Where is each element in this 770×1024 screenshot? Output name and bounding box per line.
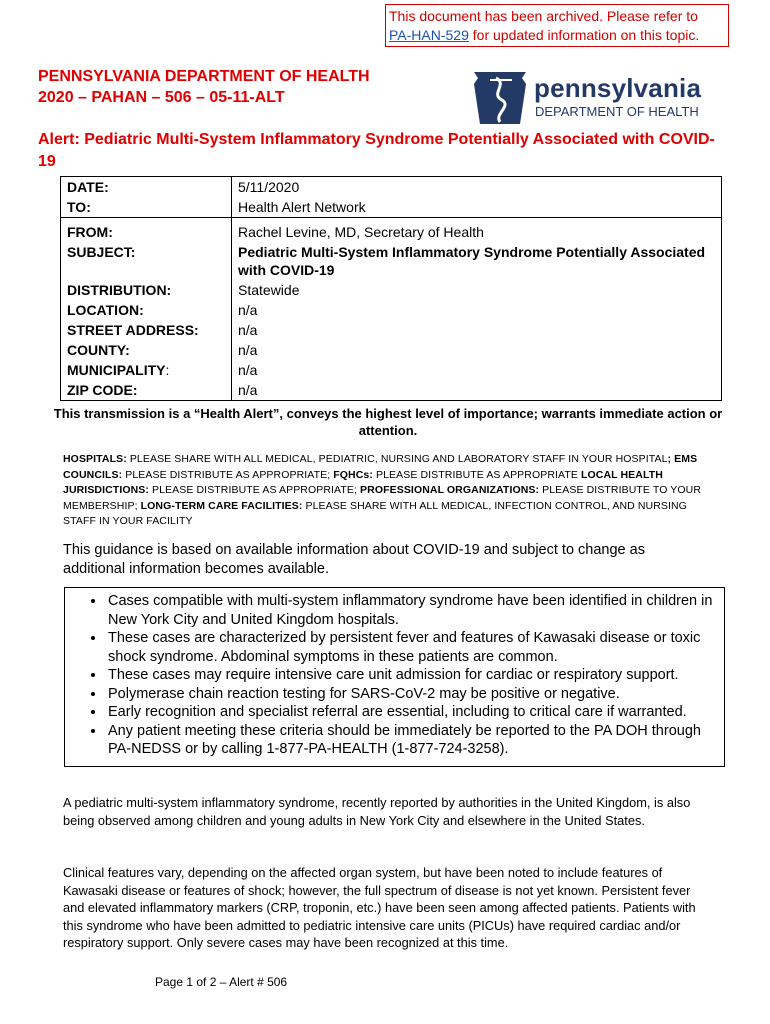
from-value: Rachel Levine, MD, Secretary of Health (238, 224, 484, 240)
list-item: • Polymerase chain reaction testing for SARS-CoV-2 may be positive or negative. (106, 685, 724, 704)
to-value: Health Alert Network (232, 197, 722, 218)
county-label: COUNTY: (61, 340, 232, 360)
prof-org-label: PROFESSIONAL ORGANIZATIONS: (360, 484, 540, 496)
alert-title: Alert: Pediatric Multi-System Inflammatory Syndrome Potentially Associated with COVID-19 (38, 131, 715, 170)
street-address-value: n/a (238, 322, 258, 338)
zip-code-label: ZIP CODE: (61, 380, 232, 401)
logo-subtitle: DEPARTMENT OF HEALTH (535, 104, 699, 119)
hospitals-text: PLEASE SHARE WITH ALL MEDICAL, PEDIATRIC, NURSING AND LABORATORY STAFF IN YOUR HOSPITAL (126, 453, 668, 465)
list-item: • These cases may require intensive care unit admission for cardiac or respiratory support. (106, 666, 724, 685)
archive-line2: for updated information on this topic. (468, 27, 700, 43)
ems-label: ; EMS COUNCILS: (63, 453, 698, 481)
logo-wordmark: pennsylvania (534, 73, 702, 103)
ems-text: PLEASE DISTRIBUTE AS APPROPRIATE; (122, 468, 334, 481)
location-label: LOCATION: (61, 300, 232, 320)
date-value: 5/11/2020 (238, 179, 300, 195)
zip-code-value: n/a (238, 382, 258, 398)
department-name: PENNSYLVANIA DEPARTMENT OF HEALTH (38, 68, 370, 85)
list-item: • Any patient meeting these criteria should be immediately be reported to the PA DOH through PA-NEDSS or by calling 1-877-PA-HEALTH (1-877-724-3258). (106, 722, 724, 759)
distribution-value: Statewide (238, 282, 300, 298)
ltc-text: PLEASE SHARE WITH ALL MEDICAL, INFECTION CONTROL, AND NURSING STAFF IN YOUR FACILITY (63, 499, 687, 527)
location-value: n/a (238, 302, 258, 318)
distribution-label: DISTRIBUTION: (61, 280, 232, 300)
transmission-notice: This transmission is a “Health Alert”, conveys the highest level of importance; warrants immediate action or attention. (53, 406, 723, 438)
lhj-label: LOCAL HEALTH JURISDICTIONS: (63, 468, 663, 496)
paragraph-clinical-features: Clinical features vary, depending on the affected organ system, but have been noted to include features of Kawasaki disease or features of shock; however, the full spectrum of disease is not yet known. Persistent fever and elevated inflammatory markers (CRP, troponin, etc.) have been seen among affected patients. Patients with this syndrome who have been admitted to pediatric intensive care units (PICUs) have required cardiac and/or respiratory support. Only severe cases may have been recognized at this time. (63, 865, 696, 950)
page-footer: Page 1 of 2 – Alert # 506 (155, 975, 288, 989)
ltc-label: LONG-TERM CARE FACILITIES: (140, 499, 303, 512)
subject-label: SUBJECT: (61, 242, 232, 280)
street-address-label: STREET ADDRESS: (61, 320, 232, 340)
key-points-list (65, 592, 724, 759)
paragraph-uk-observation: A pediatric multi-system inflammatory syndrome, recently reported by authorities in the United Kingdom, is also being observed among children and young adults in New York City and elsewhere in the United States. (63, 795, 691, 828)
pa-han-529-link[interactable]: PA-HAN-529 (389, 27, 469, 43)
subject-value: Pediatric Multi-System Inflammatory Syndrome Potentially Associated with COVID-19 (238, 244, 706, 278)
municipality-colon: : (165, 362, 170, 378)
municipality-value: n/a (238, 362, 258, 378)
list-item: • These cases are characterized by persistent fever and features of Kawasaki disease or toxic shock syndrome. Abdominal symptoms in these patients are common. (106, 629, 724, 666)
hospitals-label: HOSPITALS: (63, 453, 127, 465)
prof-org-text: PLEASE DISTRIBUTE TO YOUR MEMBERSHIP; (63, 484, 702, 512)
fqhc-label: FQHCs: (333, 468, 373, 481)
county-value: n/a (238, 342, 258, 358)
from-label: FROM: (61, 218, 232, 243)
alert-code: 2020 – PAHAN – 506 – 05-11-ALT (38, 89, 285, 106)
fqhc-text: PLEASE DISTRIBUTE AS APPROPRIATE (372, 468, 581, 481)
archive-line1: This document has been archived. Please refer to (389, 8, 698, 24)
list-item: • Cases compatible with multi-system inflammatory syndrome have been identified in children in New York City and United Kingdom hospitals. (106, 592, 724, 629)
to-label: TO: (61, 197, 232, 218)
lhj-text: PLEASE DISTRIBUTE AS APPROPRIATE; (149, 484, 361, 496)
distribution-instructions (63, 452, 713, 530)
archive-notice (385, 4, 729, 47)
document-header (38, 66, 370, 108)
alert-info-table (60, 176, 722, 401)
list-item: • Early recognition and specialist referral are essential, including to critical care if warranted. (106, 703, 724, 722)
guidance-statement: This guidance is based on available information about COVID-19 and subject to change as additional information becomes available. (63, 542, 645, 577)
municipality-label-text: MUNICIPALITY (67, 362, 166, 378)
key-points-box (64, 587, 725, 767)
municipality-label (61, 360, 232, 380)
date-label: DATE: (61, 177, 232, 198)
